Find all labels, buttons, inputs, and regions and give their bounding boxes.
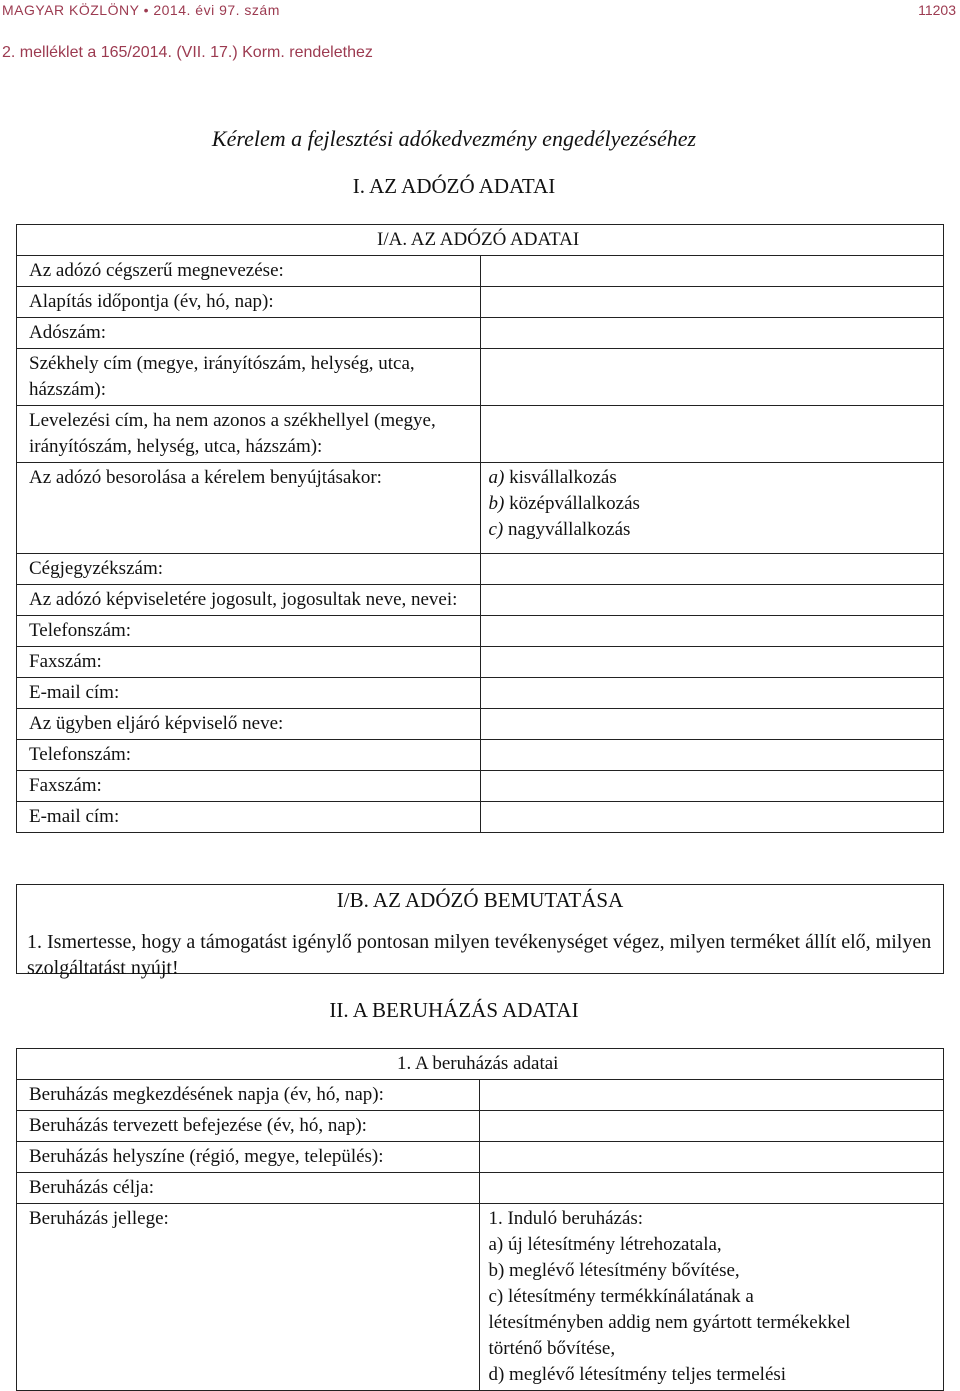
option-text: nagyvállalkozás <box>503 519 631 540</box>
investment-data-subheading: 1. A beruházás adatai <box>17 1049 944 1080</box>
taxpayer-label: Az adózó besorolása a kérelem benyújtásakor: <box>17 463 481 554</box>
taxpayer-label: Levelezési cím, ha nem azonos a székhellyel (megye, irányítószám, helység, utca, házszám): <box>17 406 481 463</box>
investment-type-line: 1. Induló beruházás: <box>488 1208 644 1229</box>
taxpayer-data-subheading: I/A. AZ ADÓZÓ ADATAI <box>17 225 944 256</box>
option-text: kisvállalkozás <box>504 467 617 488</box>
investment-type-line: történő bővítése, <box>488 1338 616 1359</box>
taxpayer-value[interactable] <box>480 771 944 802</box>
taxpayer-row <box>17 406 944 463</box>
taxpayer-label: E-mail cím: <box>17 802 481 833</box>
taxpayer-label: Telefonszám: <box>17 616 481 647</box>
section-1b-heading: I/B. AZ ADÓZÓ BEMUTATÁSA <box>336 888 624 912</box>
taxpayer-label: Alapítás időpontja (év, hó, nap): <box>17 287 481 318</box>
investment-value[interactable] <box>480 1142 944 1173</box>
taxpayer-value[interactable] <box>480 709 944 740</box>
journal-header: MAGYAR KÖZLÖNY • 2014. évi 97. szám <box>2 2 280 18</box>
investment-label: Beruházás jellege: <box>17 1204 480 1391</box>
investment-row <box>17 1080 944 1111</box>
option-letter: a) <box>488 467 505 488</box>
taxpayer-data-rows <box>17 256 944 833</box>
investment-row <box>17 1204 944 1391</box>
investment-data-table <box>16 1048 944 1391</box>
investment-type-line: létesítményben addig nem gyártott termékekkel <box>488 1312 851 1333</box>
taxpayer-value[interactable] <box>480 318 944 349</box>
classification-option <box>489 517 934 543</box>
taxpayer-label: Cégjegyzékszám: <box>17 554 481 585</box>
investment-type-line: c) létesítmény termékkínálatának a <box>488 1286 754 1307</box>
taxpayer-row <box>17 678 944 709</box>
investment-label: Beruházás célja: <box>17 1173 480 1204</box>
taxpayer-label: E-mail cím: <box>17 678 481 709</box>
taxpayer-value[interactable] <box>480 256 944 287</box>
investment-row <box>17 1173 944 1204</box>
investment-type-line: a) új létesítmény létrehozatala, <box>488 1234 722 1255</box>
taxpayer-value[interactable] <box>480 616 944 647</box>
investment-row <box>17 1111 944 1142</box>
investment-value[interactable] <box>480 1204 944 1391</box>
investment-value[interactable] <box>480 1080 944 1111</box>
option-letter: c) <box>488 519 504 540</box>
investment-data-rows <box>17 1080 944 1391</box>
investment-value[interactable] <box>480 1173 944 1204</box>
investment-value[interactable] <box>480 1111 944 1142</box>
investment-type-line: b) meglévő létesítmény bővítése, <box>488 1260 740 1281</box>
classification-option <box>489 491 934 517</box>
taxpayer-label: Az ügyben eljáró képviselő neve: <box>17 709 481 740</box>
taxpayer-value[interactable] <box>480 349 944 406</box>
taxpayer-row <box>17 802 944 833</box>
annex-title: 2. melléklet a 165/2014. (VII. 17.) Korm. rendelethez <box>2 44 373 61</box>
taxpayer-value[interactable] <box>480 287 944 318</box>
investment-label: Beruházás megkezdésének napja (év, hó, nap): <box>17 1080 480 1111</box>
taxpayer-row <box>17 349 944 406</box>
taxpayer-value[interactable] <box>480 647 944 678</box>
taxpayer-label: Telefonszám: <box>17 740 481 771</box>
taxpayer-row <box>17 740 944 771</box>
taxpayer-data-table <box>16 224 944 833</box>
taxpayer-label: Faxszám: <box>17 647 481 678</box>
section-1-heading: I. AZ ADÓZÓ ADATAI <box>352 174 556 198</box>
option-letter: b) <box>488 493 505 514</box>
investment-label: Beruházás helyszíne (régió, megye, település): <box>17 1142 480 1173</box>
taxpayer-label: Faxszám: <box>17 771 481 802</box>
taxpayer-row <box>17 554 944 585</box>
taxpayer-value[interactable] <box>480 463 944 554</box>
taxpayer-row <box>17 709 944 740</box>
taxpayer-value[interactable] <box>480 554 944 585</box>
taxpayer-row <box>17 256 944 287</box>
taxpayer-row <box>17 647 944 678</box>
taxpayer-row <box>17 771 944 802</box>
document-title: Kérelem a fejlesztési adókedvezmény engedélyezéséhez <box>211 126 697 151</box>
investment-row <box>17 1142 944 1173</box>
option-text: középvállalkozás <box>504 493 640 514</box>
taxpayer-row <box>17 463 944 554</box>
taxpayer-value[interactable] <box>480 802 944 833</box>
taxpayer-row <box>17 318 944 349</box>
taxpayer-value[interactable] <box>480 740 944 771</box>
taxpayer-value[interactable] <box>480 585 944 616</box>
classification-option <box>489 465 934 491</box>
taxpayer-row <box>17 287 944 318</box>
section-2-heading: II. A BERUHÁZÁS ADATAI <box>329 998 579 1022</box>
presentation-box <box>16 884 944 979</box>
taxpayer-label: Adószám: <box>17 318 481 349</box>
taxpayer-label: Az adózó cégszerű megnevezése: <box>17 256 481 287</box>
taxpayer-row <box>17 585 944 616</box>
taxpayer-label: Az adózó képviseletére jogosult, jogosultak neve, nevei: <box>17 585 481 616</box>
taxpayer-value[interactable] <box>480 678 944 709</box>
taxpayer-value[interactable] <box>480 406 944 463</box>
investment-label: Beruházás tervezett befejezése (év, hó, nap): <box>17 1111 480 1142</box>
investment-type-line: d) meglévő létesítmény teljes termelési <box>488 1364 787 1385</box>
taxpayer-label: Székhely cím (megye, irányítószám, helység, utca, házszám): <box>17 349 481 406</box>
page-number: 11203 <box>918 2 956 18</box>
taxpayer-row <box>17 616 944 647</box>
presentation-question: 1. Ismertesse, hogy a támogatást igénylő pontosan milyen tevékenységet végez, milyen terméket állít elő, milyen szolgáltatást nyújt! <box>27 931 932 979</box>
